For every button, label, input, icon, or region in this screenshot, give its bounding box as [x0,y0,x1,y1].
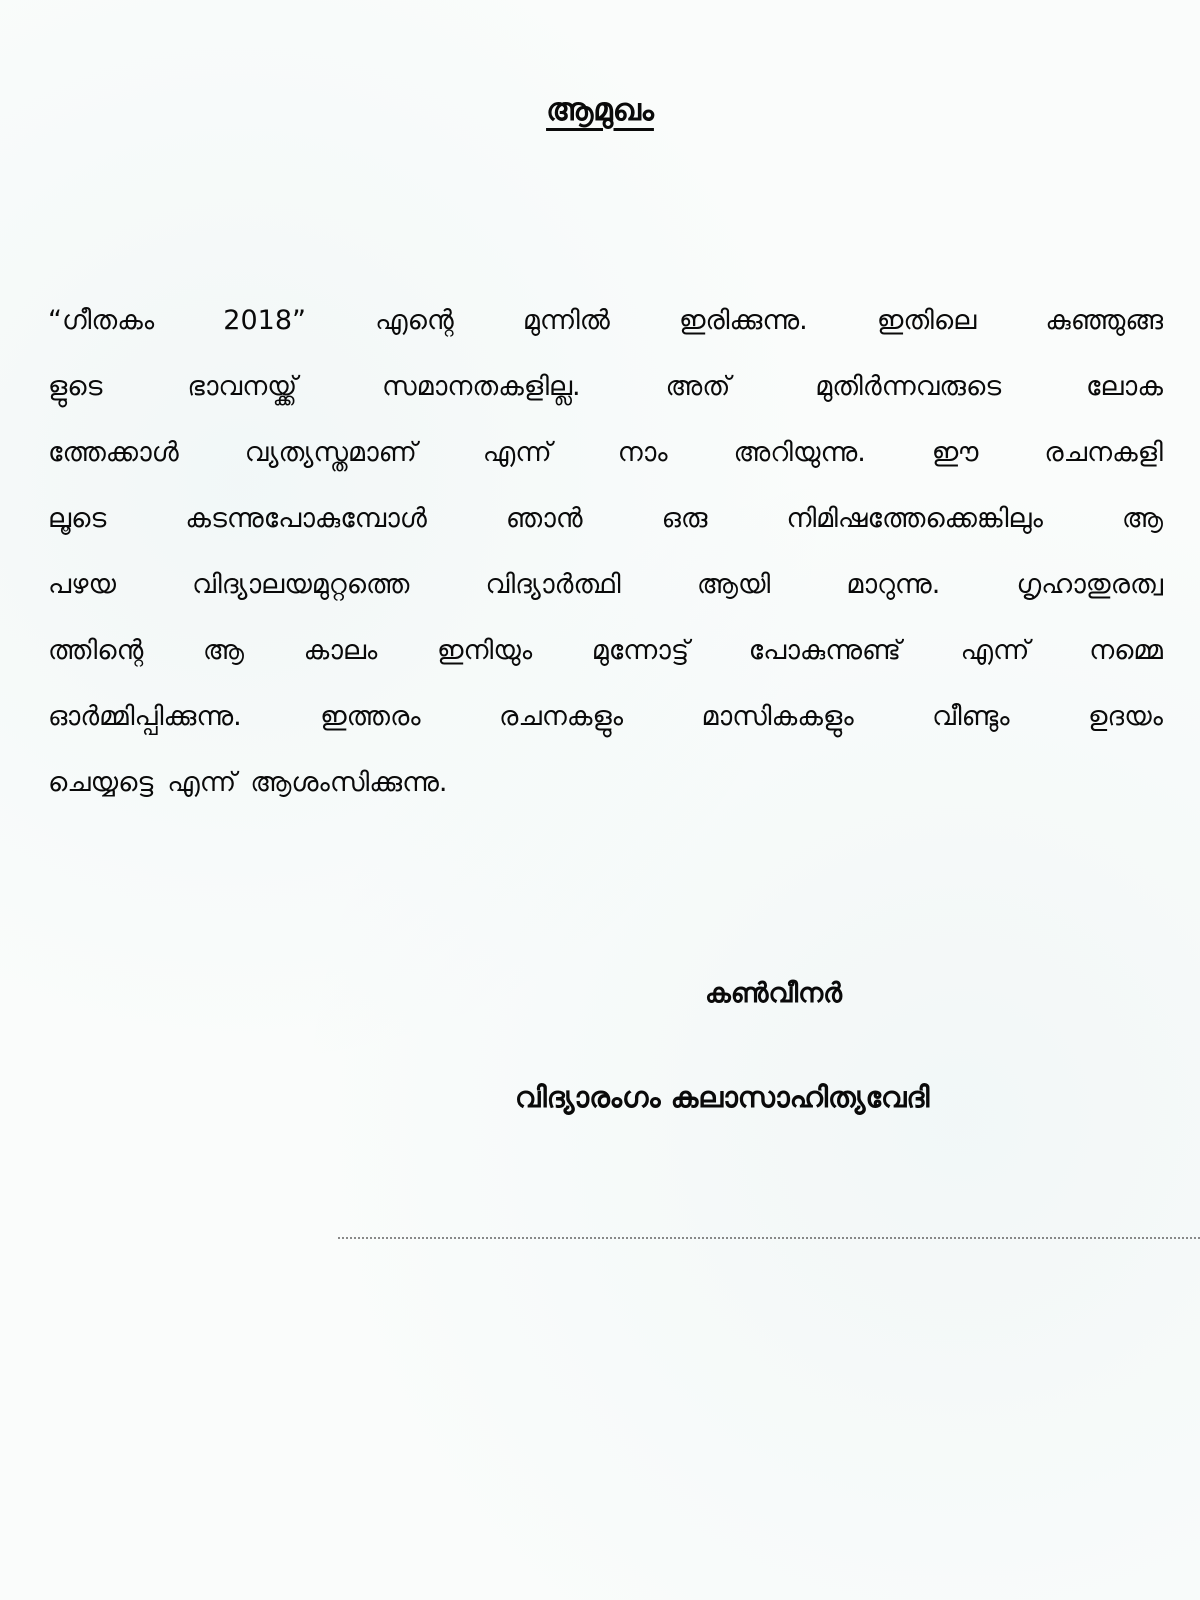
word: വിദ്യാർത്ഥി [485,569,621,600]
body-paragraph [48,288,1163,816]
word: മാസികകളും [701,701,854,732]
word: എന്റെ [375,305,454,336]
word: എന്ന് [960,635,1030,666]
word: വീണ്ടും [932,701,1010,732]
word: ളുടെ [48,371,103,402]
word: നാം [617,437,668,468]
word: വ്യത്യസ്തമാണ് [244,437,417,468]
dotted-divider [338,1237,1200,1239]
signature-organization: വിദ്യാരംഗം കലാസാഹിത്യവേദി [515,1080,930,1114]
word: കടന്നുപോകുമ്പോൾ [185,503,427,534]
word: ത്തേക്കാൾ [48,437,179,468]
paragraph-line [48,618,1163,684]
word: ഗൃഹാതുരത്വ [1016,569,1163,600]
page-title [0,92,1200,129]
title-text: ആമുഖം [546,92,654,128]
word: ആ [202,635,244,666]
word: മുന്നിൽ [522,305,610,336]
word: ആശംസിക്കുന്നു. [250,767,448,798]
paragraph-line [48,486,1163,552]
word: വിദ്യാലയമുറ്റത്തെ [192,569,410,600]
word: ഇത്തരം [320,701,421,732]
word: നിമിഷത്തേക്കെങ്കിലും [786,503,1043,534]
word: ത്തിന്റെ [48,635,144,666]
word: എന്ന് [482,437,552,468]
word: കുഞ്ഞുങ്ങ [1045,305,1163,336]
word: ഒരു [661,503,708,534]
paragraph-line [48,684,1163,750]
word: ഞാൻ [505,503,583,534]
signature-role: കൺവീനർ [705,978,843,1009]
word: അത് [665,371,731,402]
word: 2018” [223,305,306,336]
word: ലൂടെ [48,503,107,534]
paragraph-line [48,420,1163,486]
word: കാലം [303,635,378,666]
word: പോകുന്നുണ്ട് [748,635,901,666]
word: രചനകളും [499,701,624,732]
word: നമ്മെ [1089,635,1163,666]
word: രചനകളി [1044,437,1163,468]
word: ആയി [696,569,771,600]
word: എന്ന് [167,767,237,798]
word: ലോക [1086,371,1163,402]
word: മുതിർന്നവരുടെ [815,371,1002,402]
word: സമാനതകളില്ല. [382,371,581,402]
word: “ഗീതകം [48,305,155,336]
paragraph-line [48,354,1163,420]
word: ഇതിലെ [876,305,977,336]
word: ഈ [931,437,979,468]
word: ഉദയം [1087,701,1163,732]
word: അറിയുന്നു. [733,437,866,468]
word: ഇനിയും [436,635,533,666]
paragraph-line [48,288,1163,354]
word: പഴയ [48,569,116,600]
word: ഇരിക്കുന്നു. [678,305,808,336]
word: ആ [1121,503,1163,534]
word: ചെയ്യട്ടെ [48,767,154,798]
word: ഭാവനയ്ക്ക് [187,371,298,402]
word: മുന്നോട്ട് [591,635,690,666]
word: മാറുന്നു. [846,569,941,600]
word: ഓർമ്മിപ്പിക്കുന്നു. [48,701,242,732]
paragraph-line [48,552,1163,618]
paragraph-line [48,750,1163,816]
